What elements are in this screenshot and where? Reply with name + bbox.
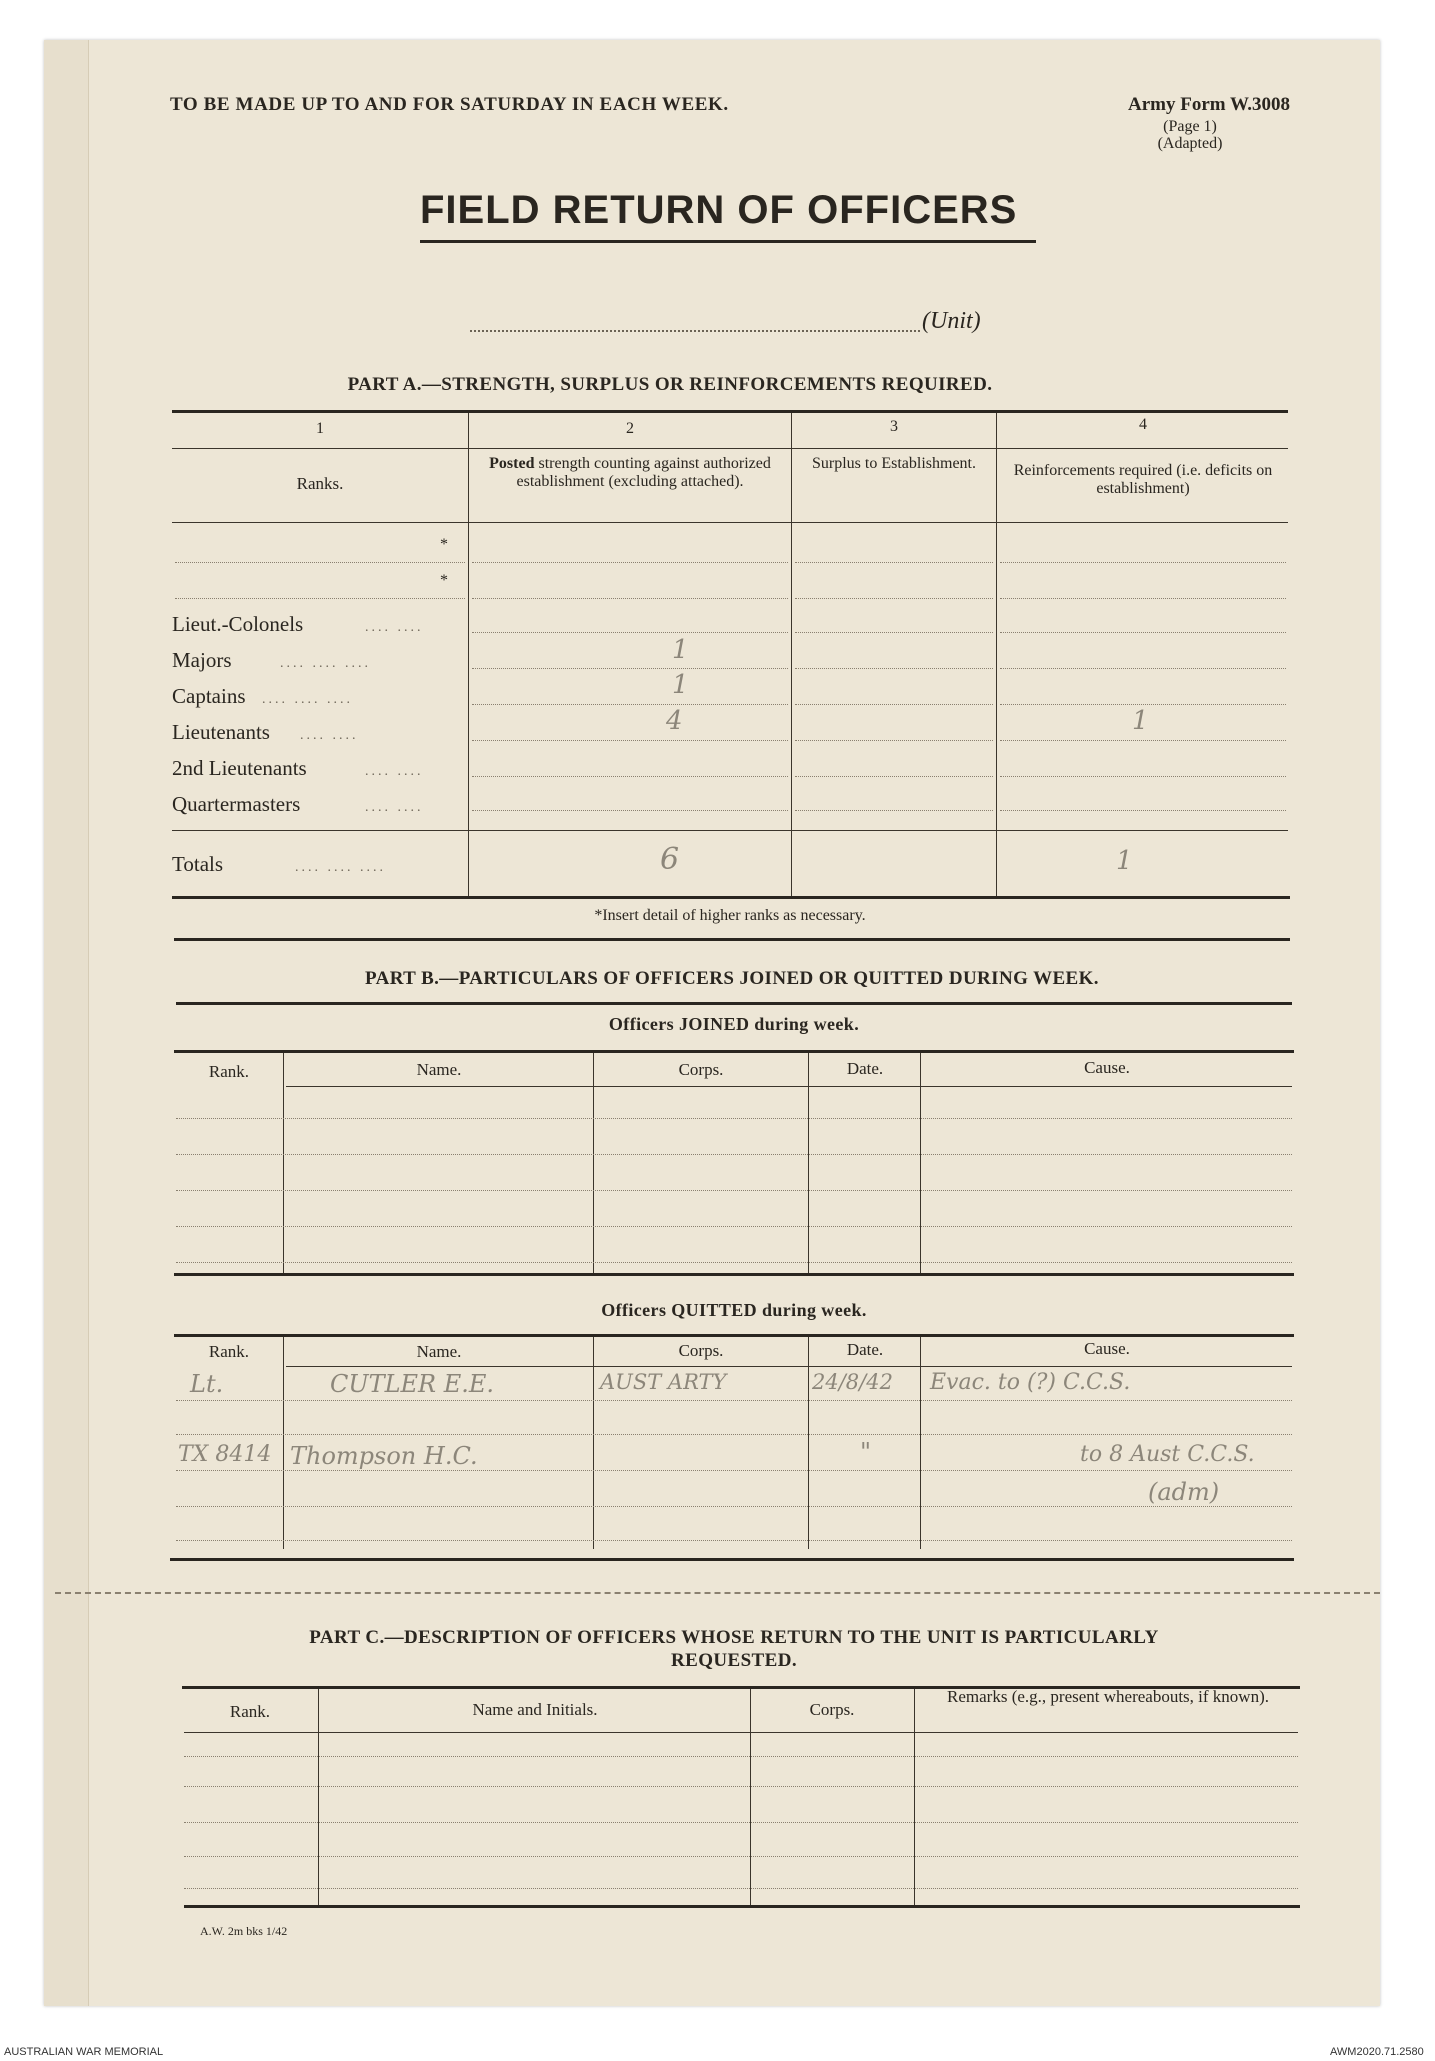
joined-row-5[interactable]: [176, 1262, 1292, 1263]
part-c-divider-3: [914, 1689, 915, 1907]
quitted-row-line-4: [176, 1506, 1292, 1507]
form-page-info: [1110, 118, 1270, 152]
part-a-footnote: *Insert detail of higher ranks as necessary.: [594, 907, 866, 924]
quitted-2-rank[interactable]: TX 8414: [178, 1442, 272, 1467]
reinforcements-lieutenants[interactable]: 1: [1132, 706, 1149, 736]
joined-col-rank: Rank.: [208, 1062, 250, 1081]
grid-dots: [472, 776, 788, 777]
grid-dots: [472, 598, 788, 599]
totals-rule: [172, 830, 1288, 831]
part-c-title-line-2: REQUESTED.: [671, 1650, 797, 1671]
ranks-header: Ranks.: [296, 474, 344, 493]
joined-col-corps: Corps.: [678, 1060, 724, 1079]
quitted-divider-2: [593, 1337, 594, 1549]
quitted-1-cause[interactable]: Evac. to (?) C.C.S.: [930, 1370, 1131, 1395]
quitted-row-line-3: [176, 1470, 1292, 1471]
rank-2nd-lieutenants: 2nd Lieutenants: [172, 756, 307, 780]
unit-field[interactable]: [470, 330, 920, 332]
col-number-2: 2: [626, 420, 634, 437]
print-code: A.W. 2m bks 1/42: [200, 1924, 288, 1938]
quitted-2-date[interactable]: ": [860, 1438, 872, 1466]
part-a-divider-2: [791, 413, 792, 897]
joined-divider-1: [283, 1053, 284, 1275]
quitted-col-name: Name.: [416, 1342, 462, 1361]
joined-row-3[interactable]: [176, 1190, 1292, 1191]
leader-dots: .... ....: [365, 764, 424, 779]
part-c-row-2[interactable]: [184, 1786, 1298, 1787]
leader-dots: .... ....: [300, 728, 359, 743]
leader-dots: .... ....: [365, 620, 424, 635]
joined-row-2[interactable]: [176, 1154, 1292, 1155]
quitted-title: Officers QUITTED during week.: [601, 1300, 867, 1320]
part-c-row-1[interactable]: [184, 1756, 1298, 1757]
grid-dots: [472, 704, 788, 705]
part-c-bottom-rule: [184, 1905, 1300, 1908]
page-title: FIELD RETURN OF OFFICERS: [420, 188, 1018, 232]
star-row-1[interactable]: [175, 562, 465, 563]
totals-label: Totals: [172, 852, 224, 876]
quitted-header-rule: [286, 1366, 1292, 1367]
sheet-fold-edge: [44, 40, 89, 2006]
quitted-top-rule: [174, 1334, 1294, 1337]
quitted-col-rank: Rank.: [208, 1342, 250, 1361]
grid-dots: [472, 810, 788, 811]
rank-lieutenants: Lieutenants: [172, 720, 270, 744]
quitted-divider-3: [808, 1337, 809, 1549]
totals-posted[interactable]: 6: [660, 842, 680, 877]
posted-header-bold: Posted: [489, 455, 535, 472]
form-number: Army Form W.3008: [1127, 94, 1290, 115]
grid-dots: [795, 810, 993, 811]
posted-majors[interactable]: 1: [672, 635, 689, 665]
quitted-row-line-1: [176, 1400, 1292, 1401]
quitted-divider-4: [920, 1337, 921, 1549]
perforation-line: [55, 1592, 1380, 1594]
leader-dots: .... ....: [365, 800, 424, 815]
col-number-4: 4: [1139, 416, 1147, 433]
quitted-2-cause[interactable]: to 8 Aust C.C.S.: [1080, 1442, 1255, 1467]
rank-quartermasters: Quartermasters: [172, 792, 301, 816]
part-a-bottom-rule: [172, 896, 1290, 899]
grid-dots: [472, 740, 788, 741]
header-instruction: TO BE MADE UP TO AND FOR SATURDAY IN EACH WEEK.: [170, 94, 729, 115]
quitted-1-rank[interactable]: Lt.: [190, 1370, 224, 1398]
part-a-header-rule: [172, 448, 1288, 449]
leader-dots: .... .... ....: [262, 692, 353, 707]
leader-dots: .... .... ....: [295, 860, 386, 875]
posted-header-text: strength counting against authorized establishment (excluding attached).: [516, 455, 771, 490]
form-adapted: (Adapted): [1157, 135, 1223, 152]
joined-col-date: Date.: [846, 1059, 884, 1078]
col-number-1: 1: [316, 420, 324, 437]
part-c-title: [176, 1626, 1292, 1672]
grid-dots: [795, 562, 993, 563]
quitted-1-corps[interactable]: AUST ARTY: [600, 1370, 727, 1394]
grid-dots: [1000, 598, 1286, 599]
joined-row-4[interactable]: [176, 1226, 1292, 1227]
grid-dots: [1000, 632, 1286, 633]
joined-col-cause: Cause.: [1084, 1058, 1130, 1077]
part-c-title-line-1: PART C.—DESCRIPTION OF OFFICERS WHOSE RETURN TO THE UNIT IS PARTICULARLY: [309, 1627, 1159, 1648]
part-a-top-rule: [172, 410, 1288, 413]
part-a-divider-1: [468, 413, 469, 897]
posted-lieutenants[interactable]: 4: [666, 706, 683, 736]
archive-accession: AWM2020.71.2580: [1330, 2046, 1424, 2058]
part-a-end-rule: [174, 938, 1290, 941]
rank-captains: Captains: [172, 684, 246, 708]
quitted-2-name[interactable]: Thompson H.C.: [290, 1442, 478, 1470]
star-row-1-marker: *: [440, 536, 448, 553]
part-c-col-name: Name and Initials.: [472, 1700, 598, 1719]
part-a-title: PART A.—STRENGTH, SURPLUS OR REINFORCEMENTS REQUIRED.: [347, 374, 993, 395]
grid-dots: [472, 632, 788, 633]
part-b-bottom-rule: [170, 1558, 1294, 1561]
col-number-3: 3: [890, 418, 898, 435]
grid-dots: [472, 668, 788, 669]
quitted-1-date[interactable]: 24/8/42: [812, 1370, 893, 1394]
grid-dots: [795, 704, 993, 705]
star-row-2[interactable]: [175, 598, 465, 599]
grid-dots: [795, 668, 993, 669]
quitted-col-date: Date.: [846, 1340, 884, 1359]
part-b-title: PART B.—PARTICULARS OF OFFICERS JOINED OR QUITTED DURING WEEK.: [365, 968, 1099, 989]
rank-majors: Majors: [172, 648, 232, 672]
joined-header-rule: [286, 1086, 1292, 1087]
quitted-row-line-2: [176, 1434, 1292, 1435]
totals-reinforcements[interactable]: 1: [1116, 846, 1133, 876]
grid-dots: [795, 632, 993, 633]
grid-dots: [472, 562, 788, 563]
joined-row-1[interactable]: [176, 1118, 1292, 1119]
grid-dots: [1000, 668, 1286, 669]
grid-dots: [1000, 776, 1286, 777]
rank-lieut-colonels: Lieut.-Colonels: [172, 612, 304, 636]
unit-label: (Unit): [922, 308, 981, 334]
joined-bottom-rule: [174, 1273, 1294, 1276]
joined-title: Officers JOINED during week.: [608, 1014, 860, 1034]
quitted-3-cause[interactable]: (adm): [1148, 1478, 1220, 1506]
quitted-col-corps: Corps.: [678, 1341, 724, 1360]
part-c-row-3[interactable]: [184, 1822, 1298, 1823]
star-row-2-marker: *: [440, 572, 448, 589]
posted-captains[interactable]: 1: [672, 670, 689, 700]
reinforcements-header: Reinforcements required (i.e. deficits on establishment): [1013, 462, 1273, 497]
archive-credit: AUSTRALIAN WAR MEMORIAL: [4, 2046, 164, 2058]
posted-header: [472, 455, 788, 491]
part-c-col-rank: Rank.: [229, 1702, 271, 1721]
surplus-header: Surplus to Establishment.: [812, 455, 976, 472]
part-c-divider-2: [750, 1689, 751, 1907]
quitted-row-line-5: [176, 1540, 1292, 1541]
grid-dots: [1000, 704, 1286, 705]
grid-dots: [1000, 810, 1286, 811]
part-c-row-4[interactable]: [184, 1856, 1298, 1857]
part-c-row-5[interactable]: [184, 1888, 1298, 1889]
part-c-col-remarks: Remarks (e.g., present whereabouts, if known).: [947, 1687, 1269, 1706]
part-a-subheader-rule: [172, 522, 1288, 523]
quitted-1-name[interactable]: CUTLER E.E.: [330, 1370, 495, 1398]
joined-col-name: Name.: [416, 1060, 462, 1079]
grid-dots: [1000, 740, 1286, 741]
grid-dots: [795, 776, 993, 777]
part-c-divider-1: [318, 1689, 319, 1907]
part-b-title-rule: [176, 1002, 1292, 1005]
grid-dots: [795, 598, 993, 599]
part-c-header-rule: [184, 1732, 1298, 1733]
joined-top-rule: [174, 1050, 1294, 1053]
form-page: (Page 1): [1163, 118, 1217, 135]
grid-dots: [1000, 562, 1286, 563]
grid-dots: [795, 740, 993, 741]
quitted-divider-1: [283, 1337, 284, 1549]
part-c-col-corps: Corps.: [809, 1700, 855, 1719]
title-underline: [420, 240, 1036, 243]
part-a-divider-3: [996, 413, 997, 897]
leader-dots: .... .... ....: [280, 656, 371, 671]
quitted-col-cause: Cause.: [1084, 1339, 1130, 1358]
